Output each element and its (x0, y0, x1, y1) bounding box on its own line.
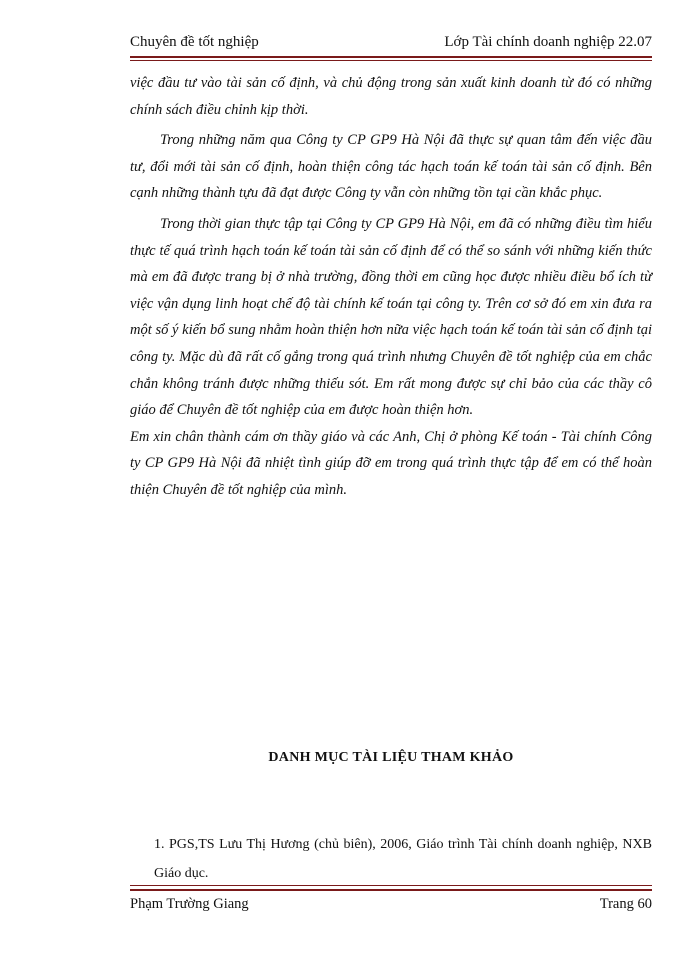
paragraph: Trong những năm qua Công ty CP GP9 Hà Nội đã thực sự quan tâm đến việc đầu tư, đổi mới tài sản cố định, hoàn thiện công tác hạch toán kế toán tài sản cố định. Bên cạnh những thành tựu đã đạt được Công ty vẫn còn những tồn tại cần khắc phục. (130, 132, 652, 202)
page-header (130, 34, 652, 54)
header-rule-thin (130, 60, 652, 61)
header-rule-thick (130, 56, 652, 58)
paragraph: Trong thời gian thực tập tại Công ty CP GP9 Hà Nội, em đã có những điều tìm hiểu thực tế quá trình hạch toán kế toán tài sản cố định để có thể so sánh với những kiến thức mà em đã được trang bị ở nhà trường, đồng thời em cũng học được nhiều điều bổ ích từ việc vận dụng linh hoạt chế độ tài chính kế toán tại công ty. Trên cơ sở đó em xin đưa ra một số ý kiến bổ sung nhằm hoàn thiện hơn nữa việc hạch toán kế toán tài sản cố định tại công ty. Mặc dù đã rất cố gắng trong quá trình nhưng Chuyên đề tốt nghiệp của em chắc chắn không tránh được những thiếu sót. Em rất mong được sự chỉ bảo của các thầy cô giáo để Chuyên đề tốt nghiệp của em được hoàn thiện hơn. (130, 215, 652, 419)
body-text (130, 70, 652, 504)
page-number: Trang 60 (599, 896, 652, 912)
paragraph-thanks: Em xin chân thành cám ơn thầy giáo và các Anh, Chị ở phòng Kế toán - Tài chính Công ty CP GP9 Hà Nội đã nhiệt tình giúp đỡ em trong quá trình thực tập để em có thể hoàn thiện Chuyên đề tốt nghiệp của mình. (130, 428, 652, 498)
footer-rule-thin (130, 885, 652, 886)
references-title: DANH MỤC TÀI LIỆU THAM KHẢO (268, 750, 514, 765)
header-class: Lớp Tài chính doanh nghiệp 22.07 (444, 34, 652, 50)
paragraph-continuation: việc đầu tư vào tài sản cố định, và chủ động trong sản xuất kinh doanh từ đó có những chính sách điều chỉnh kịp thời. (130, 75, 652, 118)
footer-rule-thick (130, 889, 652, 891)
footer-author: Phạm Trường Giang (130, 896, 249, 912)
header-title: Chuyên đề tốt nghiệp (130, 34, 259, 50)
reference-item: 1. PGS,TS Lưu Thị Hương (chủ biên), 2006, Giáo trình Tài chính doanh nghiệp, NXB Giáo dục. (154, 837, 652, 881)
